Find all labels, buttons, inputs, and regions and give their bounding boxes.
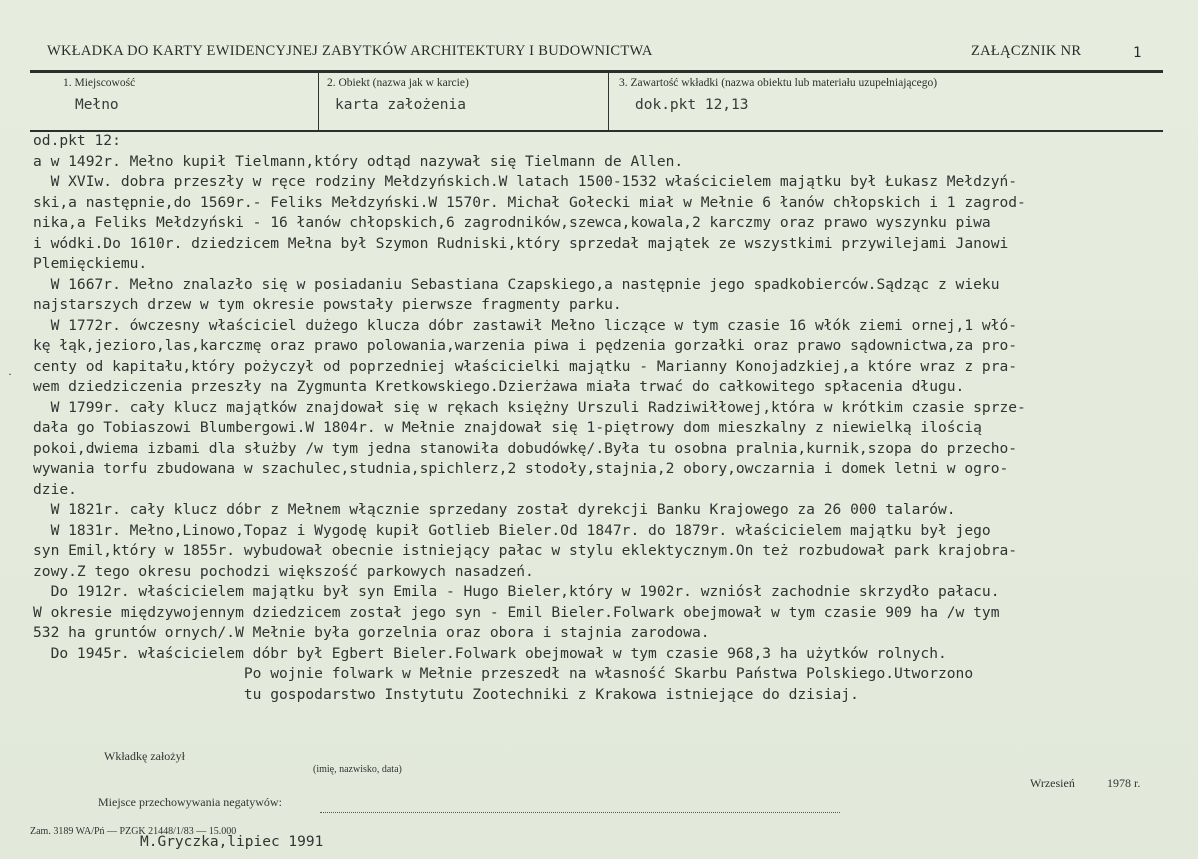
margin-mark: · [8,367,12,381]
text-line: tu gospodarstwo Instytutu Zootechniki z Krakowa istniejące do dzisiaj. [33,685,859,703]
text-line: dzie. [33,480,77,498]
field-divider-2 [608,73,609,130]
text-line: ski,a następnie,do 1569r.- Feliks Mełdzyński.W 1570r. Michał Gołecki miał w Mełnie 6 łanów chłopskich i 1 zagrod- [33,193,1026,211]
field-1-label: 1. Miejscowość [63,77,136,89]
field-2-label: 2. Obiekt (nazwa jak w karcie) [327,77,469,89]
print-code: Zam. 3189 WA/Pń — PZGK 21448/1/83 — 15.000 [30,826,237,837]
text-line: W 1831r. Mełno,Linowo,Topaz i Wygodę kupił Gotlieb Bieler.Od 1847r. do 1879r. właścicielem majątku był jego [33,521,991,539]
name-hint: (imię, nazwisko, data) [313,764,402,775]
text-line: wem dziedziczenia przeszły na Zygmunta Kretkowskiego.Dzierżawa miała trwać do całkowitego spłacenia długu. [33,378,965,395]
text-line: najstarszych drzew w tym okresie powstały pierwsze fragmenty parku. [33,296,622,313]
document-title: WKŁADKA DO KARTY EWIDENCYJNEJ ZABYTKÓW ARCHITEKTURY I BUDOWNICTWA [47,43,653,59]
text-line: centy od kapitału,który pożyczył od poprzedniej właścicielki majątku - Marianny Konojadzkiej,a które wraz z pra- [33,357,1018,375]
typed-body-text [33,131,1193,705]
text-line: W 1772r. ówczesny właściciel dużego klucza dóbr zastawił Mełno liczące w tym czasie 16 włók ziemi ornej,1 włó- [33,316,1018,334]
text-line: dała go Tobiaszowi Blumbergowi.W 1804r. w Mełnie znajdował się 1-piętrowy dom mieszkalny z niewielką ilością [33,419,982,436]
field-divider-1 [318,73,319,130]
date-label: Wrzesień [1030,776,1075,790]
text-line: a w 1492r. Mełno kupił Tielmann,który odtąd nazywał się Tielmann de Allen. [33,152,684,170]
text-line: W XVIw. dobra przeszły w ręce rodziny Mełdzyńskich.W latach 1500-1532 właścicielem majątku był Łukasz Mełdzyń- [33,173,1018,190]
text-line: W 1821r. cały klucz dóbr z Mełnem włącznie sprzedany został dyrekcji Banku Krajowego za 26 000 talarów. [33,501,956,518]
field-2-value: karta założenia [335,97,466,113]
text-line: W 1667r. Mełno znalazło się w posiadaniu Sebastiana Czapskiego,a następnie jego spadkobierców.Sądząc z wieku [33,275,1000,293]
text-line: od.pkt 12: [33,132,121,149]
field-1-value: Mełno [75,97,119,113]
author-label: Wkładkę założył [104,749,185,763]
field-3-value: dok.pkt 12,13 [635,97,749,113]
text-line: zowy.Z tego okresu pochodzi większość parkowych nasadzeń. [33,562,534,580]
text-line: nika,a Feliks Mełdzyński - 16 łanów chłopskich,6 zagrodników,szewca,kowala,2 karczmy oraz prawo wyszynku piwa [33,214,991,231]
negatives-label: Miejsce przechowywania negatywów: [98,795,282,809]
attachment-number: 1 [1133,45,1142,61]
text-line: syn Emil,który w 1855r. wybudował obecnie istniejący pałac w stylu eklektycznym.On też rozbudował park krajobra- [33,542,1018,559]
text-line: Plemięckiemu. [33,255,148,272]
field-3-label: 3. Zawartość wkładki (nazwa obiektu lub materiału uzupełniającego) [619,77,938,89]
signature-line: M.Gryczka,lipiec 1991 [140,834,324,850]
attachment-label: ZAŁĄCZNIK NR [971,43,1082,59]
text-line: Do 1912r. właścicielem majątku był syn Emila - Hugo Bieler,który w 1902r. wzniósł zachodnie skrzydło pałacu. [33,583,1000,600]
text-line: W 1799r. cały klucz majątków znajdował się w rękach księżny Urszuli Radziwiłłowej,która w krótkim czasie sprze- [33,398,1026,416]
text-line: Po wojnie folwark w Mełnie przeszedł na własność Skarbu Państwa Polskiego.Utworzono [33,665,974,682]
text-line: wywania torfu zbudowana w szachulec,studnia,spichlerz,2 stodoły,stajnia,2 obory,owczarnia i domek letni w ogro- [33,460,1009,477]
text-line: i wódki.Do 1610r. dziedzicem Mełna był Szymon Rudniski,który sprzedał majątek ze wszystkimi przywilejami Janowi [33,234,1009,252]
negatives-line [320,812,840,813]
text-line: 532 ha gruntów ornych/.W Mełnie była gorzelnia oraz obora i stajnia zarodowa. [33,624,710,641]
text-line: pokoi,dwiema izbami dla służby /w tym jedna stanowiła dobudówkę/.Była tu osobna pralnia,kurnik,szopa do przecho- [33,439,1018,457]
text-line: W okresie międzywojennym dziedzicem został jego syn - Emil Bieler.Folwark obejmował w tym czasie 909 ha /w tym [33,603,1000,621]
text-line: Do 1945r. właścicielem dóbr był Egbert Bieler.Folwark obejmował w tym czasie 968,3 ha użytków rolnych. [33,644,947,662]
year-label: 1978 r. [1107,776,1141,790]
header-rule-top [30,70,1163,73]
text-line: kę łąk,jezioro,las,karczmę oraz prawo polowania,warzenia piwa i pędzenia gorzałki oraz prawo sądownictwa,za pro- [33,337,1018,354]
